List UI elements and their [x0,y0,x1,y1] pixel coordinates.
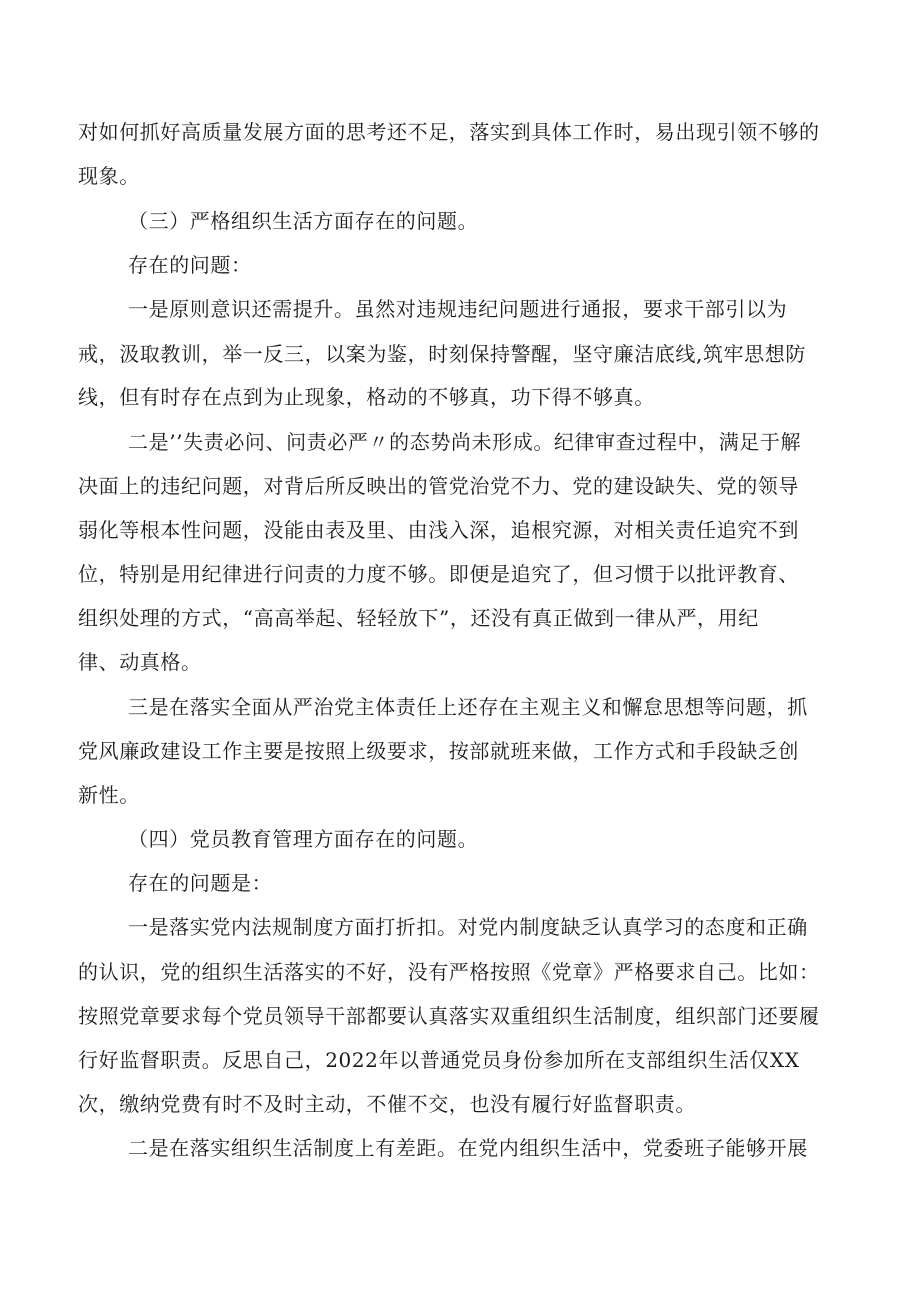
text-line: 的认识，党的组织生活落实的不好，没有严格按照《党章》严格要求自己。比如： [78,960,820,984]
text-line: 新性。 [78,783,140,807]
text-line: 一是落实党内法规制度方面打折扣。对党内制度缺乏认真学习的态度和正确 [128,915,808,939]
text-line: 存在的问题： [128,253,252,277]
text-line: 律、动真格。 [78,650,202,674]
text-line: 行好监督职责。反思自己，2022年以普通党员身份参加所在支部组织生活仅XX [78,1048,800,1072]
text-line: 二是’’失责必问、问责必严〃的态势尚未形成。纪律审查过程中，满足于解 [128,430,802,454]
section-heading: （三）严格组织生活方面存在的问题。 [128,209,479,233]
text-line: 党风廉政建设工作主要是按照上级要求，按部就班来做，工作方式和手段缺乏创 [78,739,799,763]
text-line: 线，但有时存在点到为止现象，格动的不够真，功下得不够真。 [78,385,655,409]
text-line: 决面上的违纪问题，对背后所反映出的管党治党不力、党的建设缺失、党的领导 [78,474,799,498]
text-line: 次，缴纳党费有时不及时主动，不催不交，也没有履行好监督职责。 [78,1092,696,1116]
text-line: 对如何抓好高质量发展方面的思考还不足，落实到具体工作时，易出现引领不够的 [78,120,820,144]
section-heading: （四）党员教育管理方面存在的问题。 [128,827,479,851]
text-line: 戒，汲取教训，举一反三，以案为鉴，时刻保持警醒，坚守廉洁底线,筑牢思想防 [78,342,806,366]
text-line: 位，特别是用纪律进行问责的力度不够。即便是追究了，但习惯于以批评教育、 [78,562,799,586]
text-line: 一是原则意识还需提升。虽然对违规违纪问题进行通报，要求干部引以为 [128,297,788,321]
text-line: 组织处理的方式，“高高举起、轻轻放下”，还没有真正做到一律从严，用纪 [78,606,759,630]
text-line: 弱化等根本性问题，没能由表及里、由浅入深，追根究源，对相关责任追究不到 [78,518,799,542]
text-line: 三是在落实全面从严治党主体责任上还存在主观主义和懈怠思想等问题，抓 [128,695,808,719]
text-line: 按照党章要求每个党员领导干部都要认真落实双重组织生活制度，组织部门还要履 [78,1004,820,1028]
text-line: 现象。 [78,164,140,188]
text-line: 存在的问题是： [128,871,273,895]
text-line: 二是在落实组织生活制度上有差距。在党内组织生活中，党委班子能够开展 [128,1136,808,1160]
